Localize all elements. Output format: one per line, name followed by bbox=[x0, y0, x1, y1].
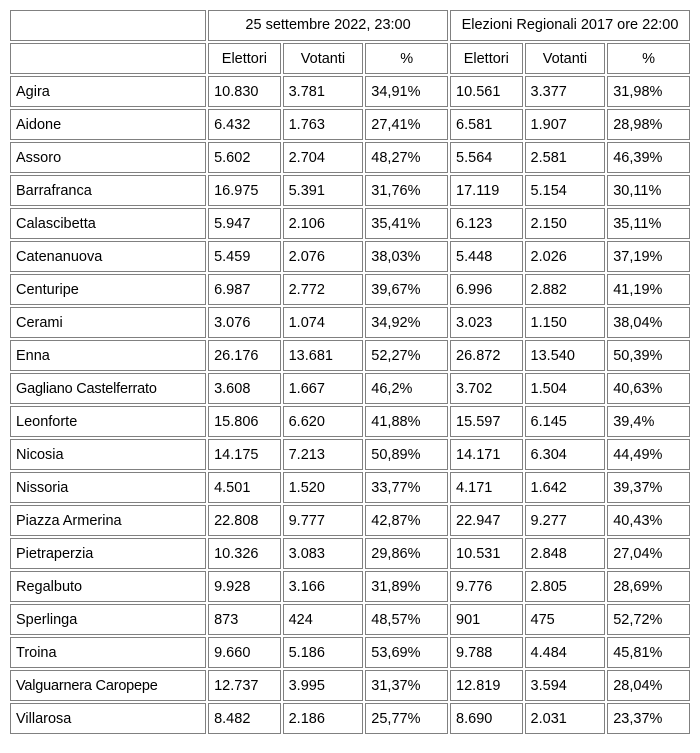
cell-elettori-2017: 22.947 bbox=[450, 505, 523, 536]
table-row bbox=[10, 637, 690, 668]
cell-votanti-2017: 1.504 bbox=[525, 373, 606, 404]
table-row bbox=[10, 505, 690, 536]
group-header-row bbox=[10, 10, 690, 41]
table-row bbox=[10, 175, 690, 206]
affluenza-table bbox=[8, 8, 692, 736]
cell-votanti-2022: 3.781 bbox=[283, 76, 364, 107]
cell-percentuale-2022: 27,41% bbox=[365, 109, 448, 140]
cell-percentuale-2022: 46,2% bbox=[365, 373, 448, 404]
cell-percentuale-2022: 48,57% bbox=[365, 604, 448, 635]
cell-votanti-2017: 3.377 bbox=[525, 76, 606, 107]
table-row bbox=[10, 538, 690, 569]
cell-votanti-2017: 13.540 bbox=[525, 340, 606, 371]
cell-elettori-2022: 10.326 bbox=[208, 538, 281, 569]
cell-elettori-2017: 10.561 bbox=[450, 76, 523, 107]
cell-elettori-2017: 4.171 bbox=[450, 472, 523, 503]
cell-votanti-2022: 1.763 bbox=[283, 109, 364, 140]
cell-comune: Nicosia bbox=[10, 439, 206, 470]
cell-elettori-2017: 15.597 bbox=[450, 406, 523, 437]
cell-elettori-2022: 14.175 bbox=[208, 439, 281, 470]
cell-votanti-2022: 3.166 bbox=[283, 571, 364, 602]
cell-votanti-2022: 13.681 bbox=[283, 340, 364, 371]
cell-elettori-2017: 3.023 bbox=[450, 307, 523, 338]
sub-header-votanti-2017: Votanti bbox=[525, 43, 606, 74]
cell-votanti-2022: 7.213 bbox=[283, 439, 364, 470]
cell-votanti-2022: 9.777 bbox=[283, 505, 364, 536]
cell-elettori-2022: 16.975 bbox=[208, 175, 281, 206]
cell-percentuale-2022: 34,92% bbox=[365, 307, 448, 338]
cell-percentuale-2022: 31,37% bbox=[365, 670, 448, 701]
cell-percentuale-2017: 35,11% bbox=[607, 208, 690, 239]
group-header-blank bbox=[10, 10, 206, 41]
cell-percentuale-2017: 46,39% bbox=[607, 142, 690, 173]
cell-percentuale-2017: 40,63% bbox=[607, 373, 690, 404]
table-row bbox=[10, 604, 690, 635]
cell-elettori-2017: 8.690 bbox=[450, 703, 523, 734]
cell-votanti-2017: 2.031 bbox=[525, 703, 606, 734]
cell-comune: Pietraperzia bbox=[10, 538, 206, 569]
cell-votanti-2022: 1.520 bbox=[283, 472, 364, 503]
table-row bbox=[10, 703, 690, 734]
table-row bbox=[10, 208, 690, 239]
cell-votanti-2017: 2.026 bbox=[525, 241, 606, 272]
cell-votanti-2017: 2.848 bbox=[525, 538, 606, 569]
cell-votanti-2017: 4.484 bbox=[525, 637, 606, 668]
cell-votanti-2017: 6.304 bbox=[525, 439, 606, 470]
table-row bbox=[10, 76, 690, 107]
cell-percentuale-2017: 30,11% bbox=[607, 175, 690, 206]
cell-votanti-2022: 1.667 bbox=[283, 373, 364, 404]
table-body bbox=[10, 10, 690, 734]
cell-elettori-2022: 3.076 bbox=[208, 307, 281, 338]
cell-comune: Enna bbox=[10, 340, 206, 371]
cell-comune: Centuripe bbox=[10, 274, 206, 305]
cell-elettori-2017: 14.171 bbox=[450, 439, 523, 470]
cell-votanti-2017: 1.150 bbox=[525, 307, 606, 338]
cell-percentuale-2022: 41,88% bbox=[365, 406, 448, 437]
cell-elettori-2022: 26.176 bbox=[208, 340, 281, 371]
cell-percentuale-2017: 40,43% bbox=[607, 505, 690, 536]
sub-header-blank bbox=[10, 43, 206, 74]
cell-votanti-2017: 6.145 bbox=[525, 406, 606, 437]
cell-elettori-2022: 6.987 bbox=[208, 274, 281, 305]
cell-votanti-2022: 1.074 bbox=[283, 307, 364, 338]
table-row bbox=[10, 307, 690, 338]
cell-votanti-2022: 5.186 bbox=[283, 637, 364, 668]
cell-percentuale-2022: 29,86% bbox=[365, 538, 448, 569]
cell-percentuale-2017: 52,72% bbox=[607, 604, 690, 635]
cell-votanti-2022: 2.076 bbox=[283, 241, 364, 272]
cell-percentuale-2017: 39,4% bbox=[607, 406, 690, 437]
cell-elettori-2022: 5.602 bbox=[208, 142, 281, 173]
cell-comune: Nissoria bbox=[10, 472, 206, 503]
cell-percentuale-2022: 25,77% bbox=[365, 703, 448, 734]
cell-percentuale-2022: 31,76% bbox=[365, 175, 448, 206]
cell-elettori-2022: 8.482 bbox=[208, 703, 281, 734]
cell-comune: Valguarnera Caropepe bbox=[10, 670, 206, 701]
cell-percentuale-2022: 42,87% bbox=[365, 505, 448, 536]
table-row bbox=[10, 241, 690, 272]
cell-elettori-2022: 15.806 bbox=[208, 406, 281, 437]
sub-header-elettori-2022: Elettori bbox=[208, 43, 281, 74]
cell-elettori-2022: 10.830 bbox=[208, 76, 281, 107]
table-row bbox=[10, 439, 690, 470]
cell-votanti-2022: 3.083 bbox=[283, 538, 364, 569]
cell-votanti-2022: 6.620 bbox=[283, 406, 364, 437]
cell-votanti-2017: 2.882 bbox=[525, 274, 606, 305]
cell-percentuale-2022: 50,89% bbox=[365, 439, 448, 470]
cell-elettori-2017: 5.564 bbox=[450, 142, 523, 173]
cell-percentuale-2017: 38,04% bbox=[607, 307, 690, 338]
cell-percentuale-2017: 37,19% bbox=[607, 241, 690, 272]
cell-elettori-2022: 9.928 bbox=[208, 571, 281, 602]
table-row bbox=[10, 109, 690, 140]
cell-comune: Calascibetta bbox=[10, 208, 206, 239]
cell-elettori-2022: 12.737 bbox=[208, 670, 281, 701]
cell-votanti-2017: 1.907 bbox=[525, 109, 606, 140]
cell-comune: Catenanuova bbox=[10, 241, 206, 272]
table-row bbox=[10, 406, 690, 437]
group-header-2017: Elezioni Regionali 2017 ore 22:00 bbox=[450, 10, 690, 41]
cell-percentuale-2022: 34,91% bbox=[365, 76, 448, 107]
cell-elettori-2017: 10.531 bbox=[450, 538, 523, 569]
cell-votanti-2022: 3.995 bbox=[283, 670, 364, 701]
cell-votanti-2022: 2.772 bbox=[283, 274, 364, 305]
table-row bbox=[10, 340, 690, 371]
cell-votanti-2017: 475 bbox=[525, 604, 606, 635]
cell-percentuale-2017: 44,49% bbox=[607, 439, 690, 470]
cell-comune: Regalbuto bbox=[10, 571, 206, 602]
cell-elettori-2022: 4.501 bbox=[208, 472, 281, 503]
table-row bbox=[10, 373, 690, 404]
cell-elettori-2022: 22.808 bbox=[208, 505, 281, 536]
cell-comune: Cerami bbox=[10, 307, 206, 338]
cell-votanti-2022: 424 bbox=[283, 604, 364, 635]
cell-comune: Agira bbox=[10, 76, 206, 107]
cell-percentuale-2017: 31,98% bbox=[607, 76, 690, 107]
cell-elettori-2017: 6.123 bbox=[450, 208, 523, 239]
cell-comune: Barrafranca bbox=[10, 175, 206, 206]
cell-elettori-2022: 5.459 bbox=[208, 241, 281, 272]
cell-percentuale-2022: 38,03% bbox=[365, 241, 448, 272]
cell-elettori-2017: 12.819 bbox=[450, 670, 523, 701]
cell-elettori-2017: 901 bbox=[450, 604, 523, 635]
cell-votanti-2022: 5.391 bbox=[283, 175, 364, 206]
cell-elettori-2017: 5.448 bbox=[450, 241, 523, 272]
table-row bbox=[10, 571, 690, 602]
cell-votanti-2022: 2.704 bbox=[283, 142, 364, 173]
cell-comune: Leonforte bbox=[10, 406, 206, 437]
cell-elettori-2022: 873 bbox=[208, 604, 281, 635]
cell-percentuale-2017: 28,04% bbox=[607, 670, 690, 701]
cell-percentuale-2022: 53,69% bbox=[365, 637, 448, 668]
cell-comune: Villarosa bbox=[10, 703, 206, 734]
cell-percentuale-2022: 31,89% bbox=[365, 571, 448, 602]
cell-votanti-2022: 2.186 bbox=[283, 703, 364, 734]
cell-comune: Troina bbox=[10, 637, 206, 668]
cell-elettori-2017: 9.788 bbox=[450, 637, 523, 668]
sub-header-percentuale-2022: % bbox=[365, 43, 448, 74]
table-row bbox=[10, 670, 690, 701]
sub-header-percentuale-2017: % bbox=[607, 43, 690, 74]
sub-header-row bbox=[10, 43, 690, 74]
cell-percentuale-2022: 33,77% bbox=[365, 472, 448, 503]
cell-elettori-2017: 17.119 bbox=[450, 175, 523, 206]
cell-elettori-2017: 6.581 bbox=[450, 109, 523, 140]
cell-votanti-2017: 2.805 bbox=[525, 571, 606, 602]
cell-percentuale-2017: 41,19% bbox=[607, 274, 690, 305]
table-row bbox=[10, 142, 690, 173]
cell-elettori-2017: 26.872 bbox=[450, 340, 523, 371]
sub-header-elettori-2017: Elettori bbox=[450, 43, 523, 74]
cell-percentuale-2022: 48,27% bbox=[365, 142, 448, 173]
cell-percentuale-2022: 35,41% bbox=[365, 208, 448, 239]
cell-votanti-2017: 3.594 bbox=[525, 670, 606, 701]
cell-percentuale-2017: 28,98% bbox=[607, 109, 690, 140]
cell-comune: Sperlinga bbox=[10, 604, 206, 635]
cell-elettori-2022: 5.947 bbox=[208, 208, 281, 239]
cell-elettori-2022: 6.432 bbox=[208, 109, 281, 140]
cell-percentuale-2017: 45,81% bbox=[607, 637, 690, 668]
cell-elettori-2017: 6.996 bbox=[450, 274, 523, 305]
cell-votanti-2017: 9.277 bbox=[525, 505, 606, 536]
cell-votanti-2017: 2.581 bbox=[525, 142, 606, 173]
cell-comune: Aidone bbox=[10, 109, 206, 140]
cell-comune: Gagliano Castelferrato bbox=[10, 373, 206, 404]
cell-percentuale-2017: 23,37% bbox=[607, 703, 690, 734]
cell-percentuale-2017: 39,37% bbox=[607, 472, 690, 503]
table-row bbox=[10, 472, 690, 503]
cell-comune: Assoro bbox=[10, 142, 206, 173]
cell-percentuale-2022: 39,67% bbox=[365, 274, 448, 305]
cell-percentuale-2017: 27,04% bbox=[607, 538, 690, 569]
group-header-2022: 25 settembre 2022, 23:00 bbox=[208, 10, 448, 41]
cell-votanti-2017: 2.150 bbox=[525, 208, 606, 239]
cell-elettori-2017: 9.776 bbox=[450, 571, 523, 602]
cell-percentuale-2017: 28,69% bbox=[607, 571, 690, 602]
cell-votanti-2022: 2.106 bbox=[283, 208, 364, 239]
sub-header-votanti-2022: Votanti bbox=[283, 43, 364, 74]
cell-elettori-2017: 3.702 bbox=[450, 373, 523, 404]
cell-comune: Piazza Armerina bbox=[10, 505, 206, 536]
cell-votanti-2017: 5.154 bbox=[525, 175, 606, 206]
table-row bbox=[10, 274, 690, 305]
cell-elettori-2022: 9.660 bbox=[208, 637, 281, 668]
cell-votanti-2017: 1.642 bbox=[525, 472, 606, 503]
cell-percentuale-2022: 52,27% bbox=[365, 340, 448, 371]
cell-percentuale-2017: 50,39% bbox=[607, 340, 690, 371]
cell-elettori-2022: 3.608 bbox=[208, 373, 281, 404]
